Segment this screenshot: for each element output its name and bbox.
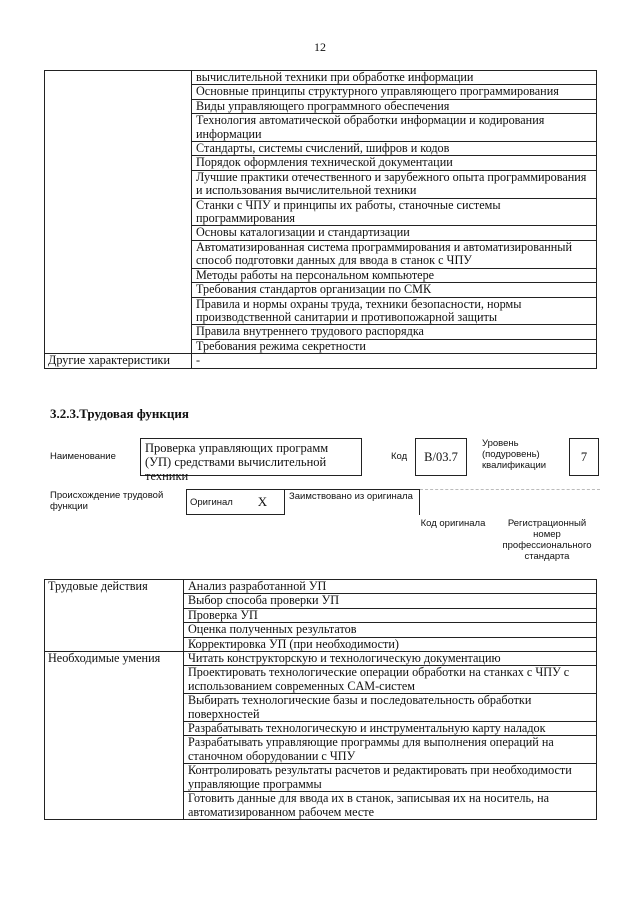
table-cell: Читать конструкторскую и технологическую документацию — [184, 652, 597, 666]
table-cell: Станки с ЧПУ и принципы их работы, станочные системы программирования — [192, 198, 597, 226]
table-cell: Правила внутреннего трудового распорядка — [192, 325, 597, 339]
row-label — [45, 71, 192, 354]
table-row — [45, 71, 597, 85]
table-cell: Выбирать технологические базы и последовательность обработки поверхностей — [184, 694, 597, 722]
origin-borrowed-cell: Заимствовано из оригинала — [284, 489, 420, 515]
level-label: Уровень (подуровень) квалификации — [482, 438, 547, 471]
table-cell: Корректировка УП (при необходимости) — [184, 637, 597, 651]
table-cell: Основы каталогизации и стандартизации — [192, 226, 597, 240]
origin-mark: X — [241, 489, 284, 515]
table-cell: - — [192, 354, 597, 368]
page-number: 12 — [314, 40, 326, 54]
table-cell: Виды управляющего программного обеспечения — [192, 99, 597, 113]
table-cell: Разрабатывать технологическую и инструментальную карту наладок — [184, 722, 597, 736]
code-original-label: Код оригинала — [420, 518, 486, 529]
group-label: Трудовые действия — [45, 580, 184, 652]
table-cell: Стандарты, системы счислений, шифров и кодов — [192, 142, 597, 156]
table-cell: Требования режима секретности — [192, 339, 597, 353]
table-cell: Требования стандартов организации по СМК — [192, 283, 597, 297]
qualification-level-value: 7 — [569, 438, 599, 476]
section-title: 3.2.3.Трудовая функция — [50, 406, 189, 421]
table-cell: Контролировать результаты расчетов и редактировать при необходимости управляющие программы — [184, 764, 597, 792]
table-row — [45, 652, 597, 666]
code-label: Код — [391, 451, 408, 462]
table-cell: Анализ разработанной УП — [184, 580, 597, 594]
table-cell: Автоматизированная система программирования и автоматизированный способ подготовки данных для ввода в станок с ЧПУ — [192, 240, 597, 268]
function-name-value: Проверка управляющих программ (УП) средствами вычислительной техники — [140, 438, 362, 476]
table-cell: Оценка полученных результатов — [184, 623, 597, 637]
table-cell: Основные принципы структурного управляющего программирования — [192, 85, 597, 99]
table-row — [45, 354, 597, 368]
table-cell: Проектировать технологические операции обработки на станках с ЧПУ с использованием современных CAM-систем — [184, 666, 597, 694]
table-cell: Разрабатывать управляющие программы для выполнения операций на станочном оборудовании с ЧПУ — [184, 736, 597, 764]
group-label: Необходимые умения — [45, 652, 184, 820]
origin-original-cell: Оригинал — [186, 489, 241, 515]
reg-number-label: Регистрационный номер профессионального стандарта — [502, 518, 592, 562]
row-label: Другие характеристики — [45, 354, 192, 368]
function-code-value: B/03.7 — [415, 438, 467, 476]
table-cell: Выбор способа проверки УП — [184, 594, 597, 608]
table-cell: Готовить данные для ввода их в станок, записывая их на носитель, на автоматизированном рабочем месте — [184, 792, 597, 820]
table-cell: Методы работы на персональном компьютере — [192, 268, 597, 282]
table-cell: Правила и нормы охраны труда, техники безопасности, нормы производственной санитарии и противопожарной защиты — [192, 297, 597, 325]
origin-empty-cell — [420, 489, 600, 515]
origin-label: Происхождение трудовой функции — [50, 490, 164, 512]
table-cell: Лучшие практики отечественного и зарубежного опыта программирования и использования вычислительной техники — [192, 170, 597, 198]
table-cell: Проверка УП — [184, 608, 597, 622]
knowledge-table — [44, 70, 597, 369]
table-cell: вычислительной техники при обработке информации — [192, 71, 597, 85]
actions-skills-table — [44, 579, 597, 820]
name-label: Наименование — [50, 451, 116, 462]
table-row — [45, 580, 597, 594]
table-cell: Порядок оформления технической документации — [192, 156, 597, 170]
table-cell: Технология автоматической обработки информации и кодирования информации — [192, 114, 597, 142]
